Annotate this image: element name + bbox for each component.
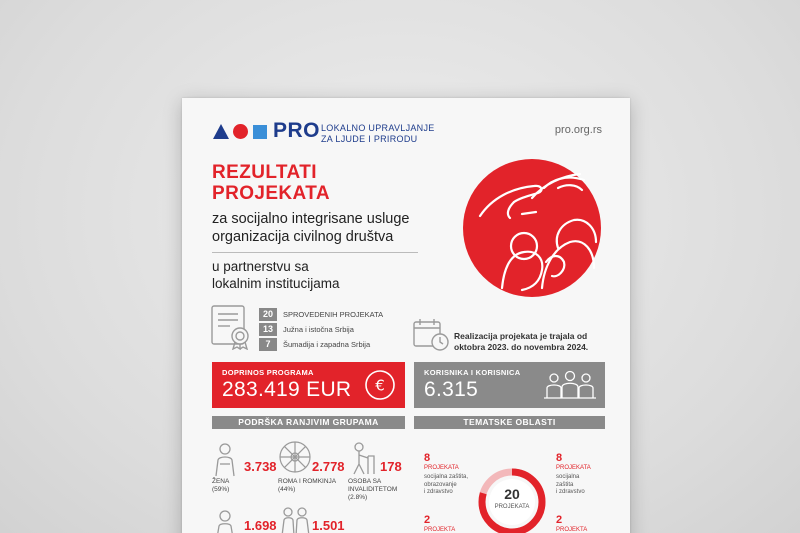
theme-label-line: socijalna xyxy=(556,474,580,480)
partner-line-2: lokalnim institucijama xyxy=(212,276,340,291)
stat-row-projects xyxy=(259,308,383,321)
themes-total-label: PROJEKATA xyxy=(494,504,530,510)
theme-unit: PROJEKATA xyxy=(556,465,591,471)
walker-person-icon xyxy=(350,442,376,476)
calendar-clock-icon xyxy=(412,318,450,352)
subtitle-line-2: organizacija civilnog društva xyxy=(212,229,394,245)
theme-unit: PROJEKTA xyxy=(424,527,456,533)
stat-label: SPROVEDENIH PROJEKATA xyxy=(283,310,384,319)
infographic-poster xyxy=(182,98,630,533)
child-icon xyxy=(210,508,240,533)
group-value-roma: 2.778 xyxy=(312,459,345,474)
theme-unit: PROJEKATA xyxy=(424,465,459,471)
theme-label xyxy=(424,474,468,497)
theme-label-line: socijalna zaštita, xyxy=(424,474,469,480)
support-groups-heading: PODRŠKA RANJIVIM GRUPAMA xyxy=(212,416,405,429)
woman-icon xyxy=(210,442,240,478)
elderly-couple-icon xyxy=(278,506,312,533)
partner-line-1: u partnerstvu sa xyxy=(212,259,309,274)
contribution-label: DOPRINOS PROGRAMA xyxy=(222,368,314,377)
group-label-roma xyxy=(278,478,336,494)
tagline-line-2: ZA LJUDE I PRIRODU xyxy=(321,134,418,144)
group-label-line: (59%) xyxy=(212,486,230,493)
duration-line-1: Realizacija projekata je trajala od xyxy=(454,331,588,341)
group-label-line: ROMA I ROMKINJA xyxy=(278,478,337,485)
theme-label-line: zaštita xyxy=(556,481,574,488)
themes-total-value: 20 xyxy=(504,486,520,502)
people-group-icon xyxy=(542,368,598,402)
theme-value: 8 xyxy=(556,452,563,464)
stat-label: Šumadija i zapadna Srbija xyxy=(283,340,371,349)
theme-value: 2 xyxy=(424,514,431,526)
stat-value: 20 xyxy=(259,308,277,321)
theme-label-line: obrazovanje xyxy=(424,481,457,488)
website-url: pro.org.rs xyxy=(554,124,602,136)
group-label-women xyxy=(212,478,229,494)
svg-text:€: € xyxy=(375,376,385,395)
brand-name: PRO xyxy=(273,119,321,142)
euro-coin-icon xyxy=(364,369,396,401)
group-value-disability: 178 xyxy=(380,459,402,474)
stat-row-south-east xyxy=(259,323,354,336)
group-label-line: ŽENA xyxy=(212,478,230,485)
stat-row-sumadija-west xyxy=(259,338,370,351)
group-label-line: (2.8%) xyxy=(348,494,368,501)
stat-label: Južna i istočna Srbija xyxy=(283,325,354,334)
theme-value: 2 xyxy=(556,514,563,526)
subtitle-line-1: za socijalno integrisane usluge xyxy=(212,211,410,227)
brand-tagline xyxy=(321,123,435,145)
certificate-icon xyxy=(210,304,254,350)
logo-circle-icon xyxy=(233,124,248,139)
group-label-line: OSOBA SA xyxy=(348,478,382,485)
tagline-line-1: LOKALNO UPRAVLJANJE xyxy=(321,123,435,133)
divider xyxy=(212,252,418,253)
logo-triangle-icon xyxy=(213,124,229,139)
beneficiaries-box xyxy=(414,362,605,408)
group-label-line: INVALIDITETOM xyxy=(348,486,398,493)
themes-heading: TEMATSKE OBLASTI xyxy=(414,416,605,429)
hands-family-illustration-icon xyxy=(462,158,602,298)
project-duration xyxy=(454,331,588,353)
contribution-value: 283.419 EUR xyxy=(222,378,352,401)
stat-value: 7 xyxy=(259,338,277,351)
group-label-disability xyxy=(348,478,397,502)
theme-label-line: i zdravstvo xyxy=(424,489,453,495)
stat-value: 13 xyxy=(259,323,277,336)
beneficiaries-value: 6.315 xyxy=(424,378,479,401)
group-value-women: 3.738 xyxy=(244,459,277,474)
duration-line-2: oktobra 2023. do novembra 2024. xyxy=(454,342,589,352)
theme-value: 8 xyxy=(424,452,431,464)
group-label-line: (44%) xyxy=(278,486,296,493)
title-line-2: PROJEKATA xyxy=(212,183,330,204)
group-value-5: 1.501 xyxy=(312,518,345,533)
theme-label-line: i zdravstvo xyxy=(556,489,585,495)
page-title xyxy=(212,162,330,204)
theme-label xyxy=(556,474,585,497)
partner-text xyxy=(212,258,340,292)
logo-square-icon xyxy=(253,125,267,139)
contribution-box xyxy=(212,362,405,408)
theme-unit: PROJEKTA xyxy=(556,527,588,533)
beneficiaries-label: KORISNIKA I KORISNICA xyxy=(424,368,521,377)
title-line-1: REZULTATI xyxy=(212,162,317,183)
group-value-4: 1.698 xyxy=(244,518,277,533)
wheel-icon xyxy=(278,440,312,474)
subtitle xyxy=(212,210,410,246)
